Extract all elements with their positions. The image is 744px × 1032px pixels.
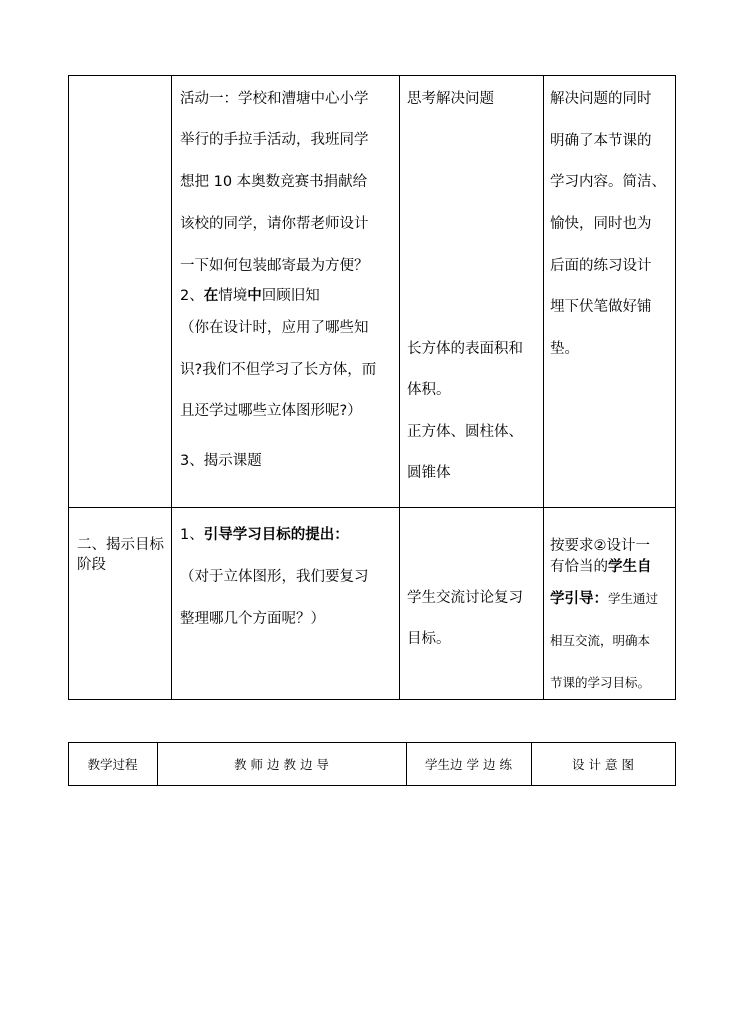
activity-line: 一下如何包装邮寄最为方便？ [180,258,369,274]
table-border-bottom [68,785,676,786]
table-col-divider [399,75,400,700]
activity-line: 举行的手拉手活动，我班同学 [180,132,369,148]
intent-text: 有恰当的 [550,559,608,575]
intent-line [550,589,658,609]
intent-line: 垫。 [550,341,579,357]
question-line: 识?我们不但学习了长方体，而 [180,362,377,378]
activity-line: 想把 10 本奥数竞赛书捐献给 [180,174,368,190]
intent-text-bold: 学引导： [550,591,608,607]
intent-line: 明确了本节课的 [550,133,652,149]
intent-line: 相互交流，明确本 [550,633,651,648]
step-number: 1、 [180,527,204,543]
intent-line: 节课的学习目标。 [550,675,651,690]
activity-line: 该校的同学，请你帮老师设计 [180,216,369,232]
header-intent: 设 计 意 图 [572,757,634,772]
question-line: 且还学过哪些立体图形呢?） [180,403,362,419]
question-line: 整理哪几个方面呢？） [180,611,325,627]
activity-line: 活动一：学校和漕塘中心小学 [180,91,369,107]
student-line: 正方体、圆柱体、 [407,424,523,440]
student-line: 思考解决问题 [407,91,494,107]
table-border-left [68,75,69,700]
intent-line: 按要求②设计一 [550,538,650,554]
intent-line: 埋下伏笔做好铺 [550,299,652,315]
step-text-bold: 引导学习目标的提出： [203,527,349,543]
intent-line: 愉快，同时也为 [550,216,652,232]
intent-text: 学生通过 [608,591,659,606]
table-border-bottom [68,699,676,700]
header-process: 教学过程 [87,757,138,772]
step-text-bold: 中 [247,288,262,304]
table-border-right [675,75,676,700]
stage-label: 阶段 [77,557,106,573]
student-line: 目标。 [407,631,451,647]
intent-line [550,557,652,577]
student-line: 长方体的表面积和 [407,341,523,357]
header-teacher: 教 师 边 教 边 导 [234,757,329,772]
step-text-bold: 在 [203,288,219,304]
step-heading-3: 3、揭示课题 [180,453,262,469]
table-row-divider [68,507,676,508]
intent-text-bold: 学生自 [608,559,652,575]
table-col-divider [543,75,544,700]
step-heading-2 [180,286,320,306]
intent-line: 后面的练习设计 [550,258,652,274]
stage-label: 二、揭示目标 [77,537,164,553]
intent-line: 学习内容。简洁、 [550,174,666,190]
student-line: 体积。 [407,382,451,398]
question-line: （你在设计时，应用了哪些知 [180,320,369,336]
step-text: 回顾旧知 [261,288,320,304]
table-col-divider [171,75,172,700]
table-border-top [68,75,676,76]
table-border-top [68,742,676,743]
student-line: 学生交流讨论复习 [407,590,523,606]
step-number: 2、 [180,288,204,304]
student-line: 圆锥体 [407,465,451,481]
step-heading-1 [180,525,349,545]
step-text: 情境 [218,288,248,304]
header-student: 学生边 学 边 练 [425,757,512,772]
table-border-right [675,742,676,786]
intent-line: 解决问题的同时 [550,91,652,107]
question-line: （对于立体图形，我们要复习 [180,569,369,585]
